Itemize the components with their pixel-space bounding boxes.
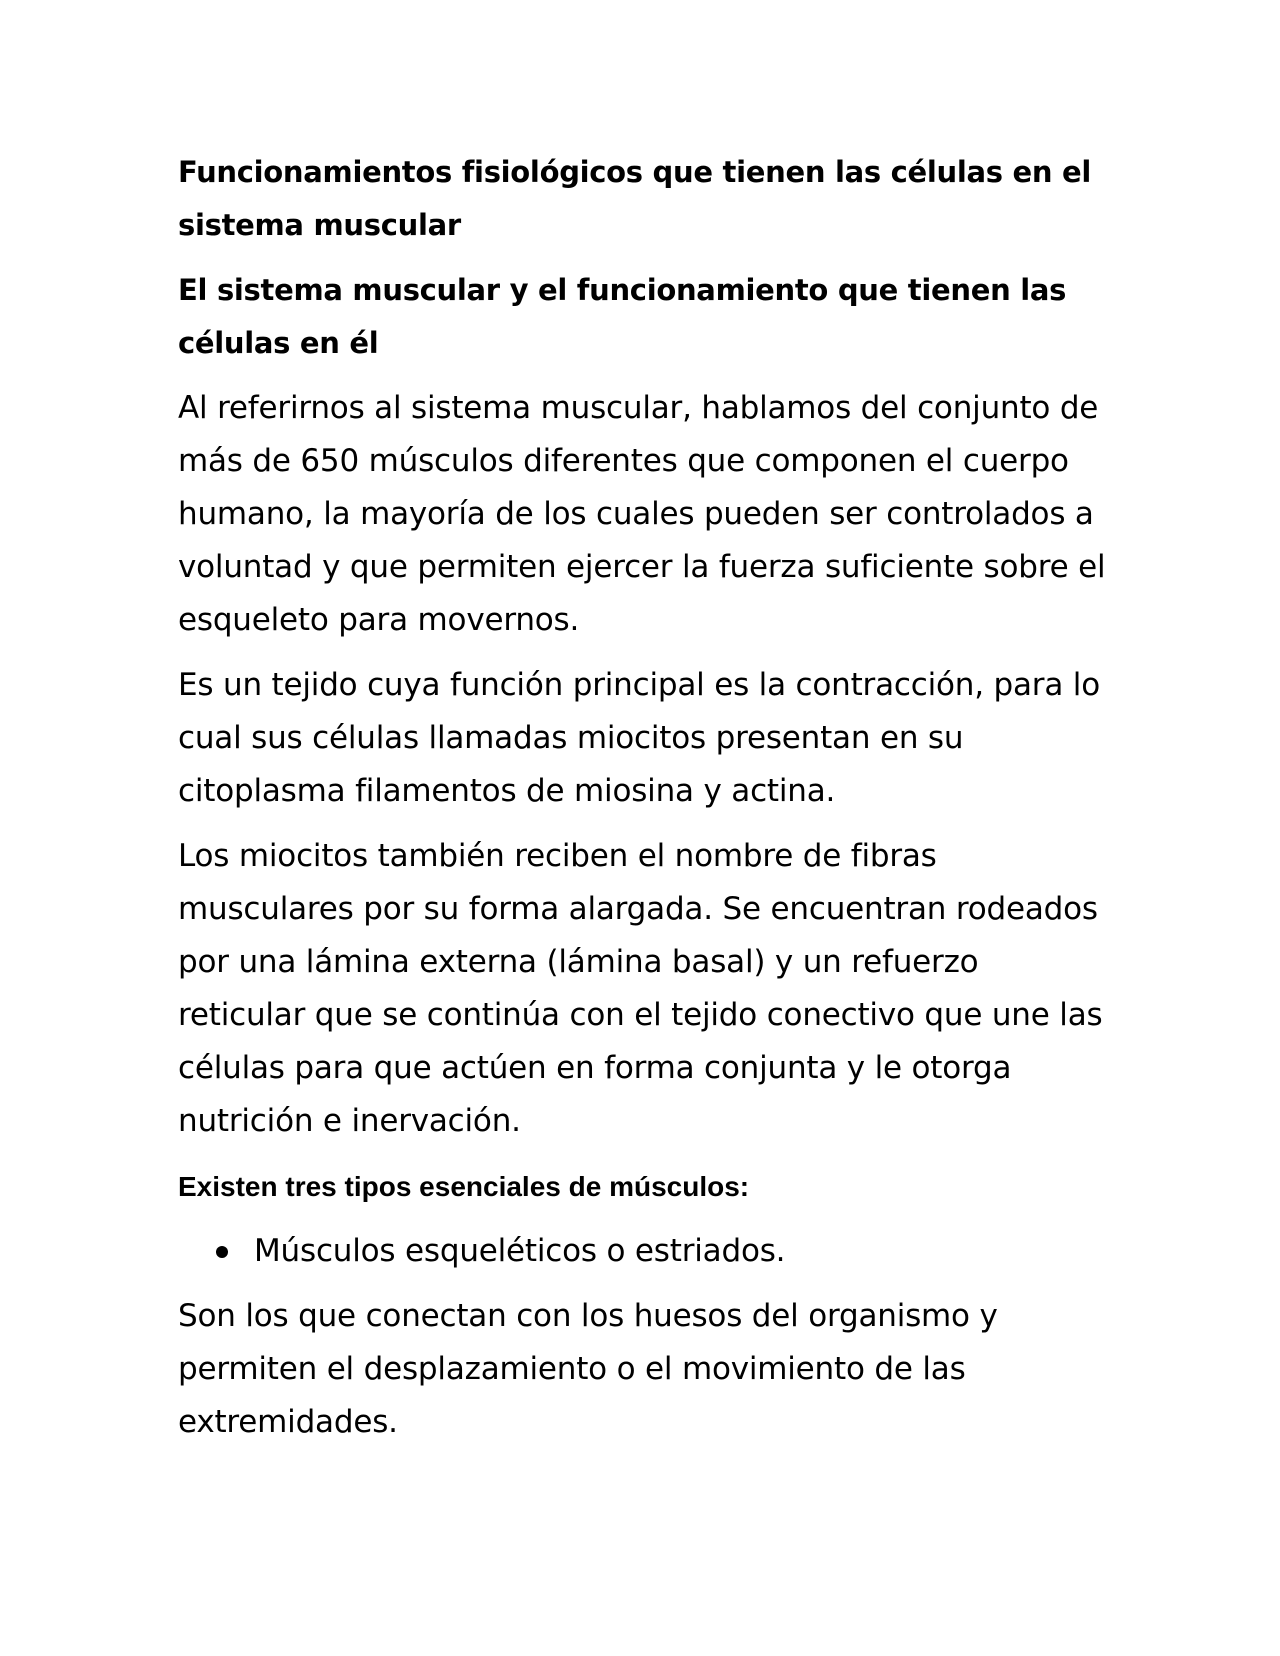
bullet-dot-icon [216,1246,228,1258]
paragraph-myocytes: Los miocitos también reciben el nombre de fibras musculares por su forma alargada. Se encuentran rodeados por una lámina externa (lámina basal) y un refuerzo reticular que se continúa con el tejido conectivo que une las células para que actúen en forma conjunta y le otorga nutrición e inervación. [178,838,1103,1139]
list-item-text: Músculos esqueléticos o estriados. [254,1233,786,1269]
muscle-types-list [178,1225,1108,1278]
list-item [178,1225,1108,1278]
paragraph-skeletal: Son los que conectan con los huesos del organismo y permiten el desplazamiento o el movimiento de las extremidades. [178,1298,998,1440]
paragraph-function: Es un tejido cuya función principal es la contracción, para lo cual sus células llamadas miocitos presentan en su citoplasma filamentos de miosina y actina. [178,667,1100,809]
section-heading: El sistema muscular y el funcionamiento que tienen las células en él [178,273,1067,360]
document-page [178,146,1108,1461]
document-title: Funcionamientos fisiológicos que tienen las células en el sistema muscular [178,155,1092,242]
paragraph-intro: Al referirnos al sistema muscular, hablamos del conjunto de más de 650 músculos diferentes que componen el cuerpo humano, la mayoría de los cuales pueden ser controlados a voluntad y que permiten ejercer la fuerza suficiente sobre el esqueleto para movernos. [178,390,1106,638]
muscle-types-subheading: Existen tres tipos esenciales de músculos: [178,1171,750,1202]
